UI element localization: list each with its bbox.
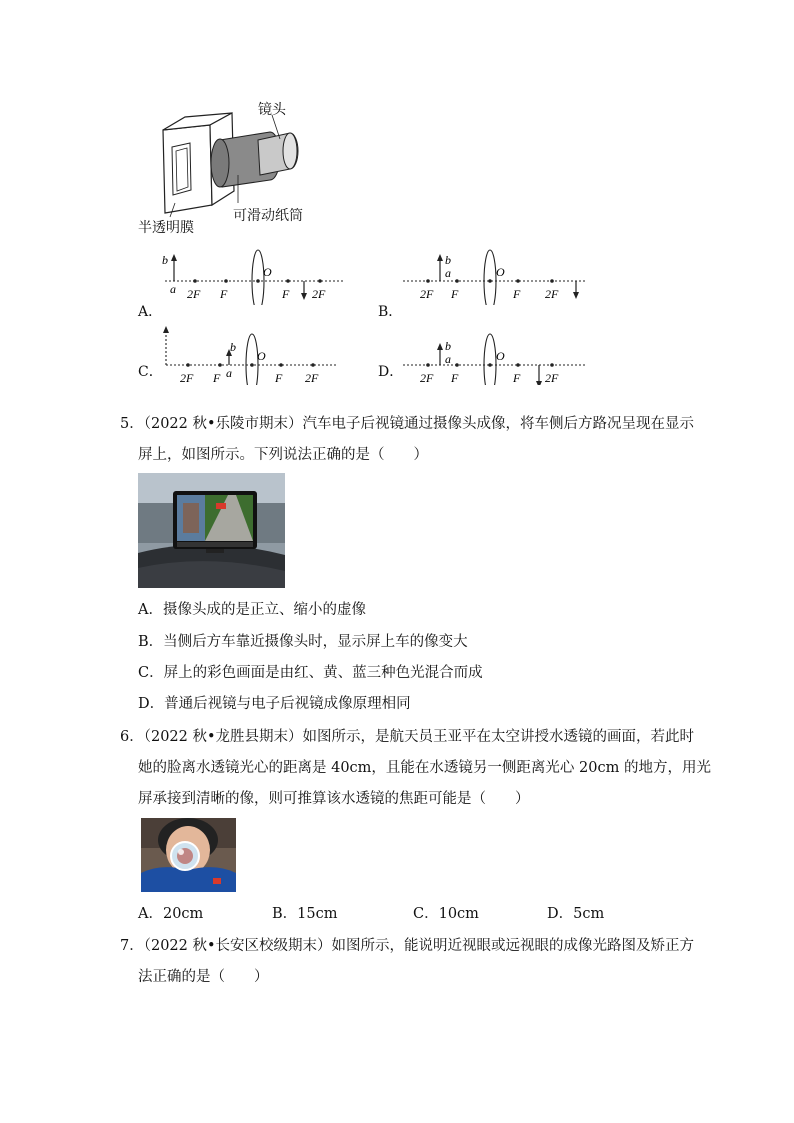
option-d-letter[interactable]: D． [378, 364, 404, 380]
q7-stem-line2: 法正确的是（ ） [138, 969, 269, 985]
svg-text:2F: 2F [305, 371, 319, 385]
diagram-option-c [150, 320, 350, 385]
diagram-option-a [150, 245, 350, 305]
label-2f-left: 2F [187, 287, 201, 301]
q5-stem-line1: 5．（2022 秋•乐陵市期末）汽车电子后视镜通过摄像头成像，将车侧后方路况呈现在显示 [120, 416, 695, 432]
q6-stem-line1: 6．（2022 秋•龙胜县期末）如图所示，是航天员王亚平在太空讲授水透镜的画面，若此时 [120, 729, 695, 745]
q6-option-a[interactable]: A．20cm [138, 906, 204, 922]
svg-text:2F: 2F [545, 287, 559, 301]
q7-stem-line1: 7．（2022 秋•长安区校级期末）如图所示，能说明近视眼或远视眼的成像光路图及矫正方 [120, 938, 695, 954]
option-c-letter[interactable]: C． [138, 364, 163, 380]
rearview-screen-photo [138, 473, 285, 588]
svg-text:a: a [445, 352, 451, 366]
svg-text:2F: 2F [420, 287, 434, 301]
svg-text:2F: 2F [420, 371, 434, 385]
q6-stem-line2: 她的脸离水透镜光心的距离是 40cm，且能在水透镜另一侧距离光心 20cm 的地方，用光 [138, 760, 711, 776]
svg-text:b: b [230, 340, 236, 354]
svg-text:O: O [496, 349, 505, 363]
q5-stem-line2: 屏上，如图所示。下列说法正确的是（ ） [138, 447, 428, 463]
q6-option-b[interactable]: B．15cm [272, 906, 338, 922]
svg-text:b: b [445, 253, 451, 267]
svg-text:O: O [496, 265, 505, 279]
svg-text:F: F [275, 371, 283, 385]
svg-text:2F: 2F [545, 371, 559, 385]
svg-text:F: F [513, 371, 521, 385]
option-a-letter[interactable]: A． [138, 304, 163, 320]
q5-option-d[interactable]: D．普通后视镜与电子后视镜成像原理相同 [138, 696, 411, 712]
diagram-option-b [400, 245, 600, 305]
membrane-label: 半透明膜 [138, 220, 194, 236]
svg-text:F: F [451, 371, 459, 385]
svg-text:a: a [226, 366, 232, 380]
q5-option-c[interactable]: C．屏上的彩色画面是由红、黄、蓝三种色光混合而成 [138, 665, 483, 681]
label-o: O [263, 265, 272, 279]
svg-text:O: O [257, 349, 266, 363]
svg-text:b: b [445, 339, 451, 353]
label-f-left: F [220, 287, 228, 301]
q6-option-d[interactable]: D．5cm [547, 906, 605, 922]
svg-text:2F: 2F [180, 371, 194, 385]
lens-label: 镜头 [258, 102, 286, 118]
diagram-option-d [400, 320, 600, 385]
q5-option-b[interactable]: B．当侧后方车靠近摄像头时，显示屏上车的像变大 [138, 634, 468, 650]
svg-text:a: a [445, 266, 451, 280]
q6-option-c[interactable]: C．10cm [413, 906, 479, 922]
label-a: a [170, 282, 176, 296]
q5-option-a[interactable]: A．摄像头成的是正立、缩小的虚像 [138, 602, 366, 618]
svg-text:F: F [213, 371, 221, 385]
q6-stem-line3: 屏承接到清晰的像，则可推算该水透镜的焦距可能是（ ） [138, 791, 530, 807]
tube-label: 可滑动纸筒 [233, 208, 303, 224]
svg-text:F: F [513, 287, 521, 301]
water-lens-photo [141, 818, 236, 892]
label-f-right: F [282, 287, 290, 301]
label-2f-right: 2F [312, 287, 326, 301]
label-b: b [162, 253, 168, 267]
option-b-letter[interactable]: B． [378, 304, 403, 320]
svg-text:F: F [451, 287, 459, 301]
